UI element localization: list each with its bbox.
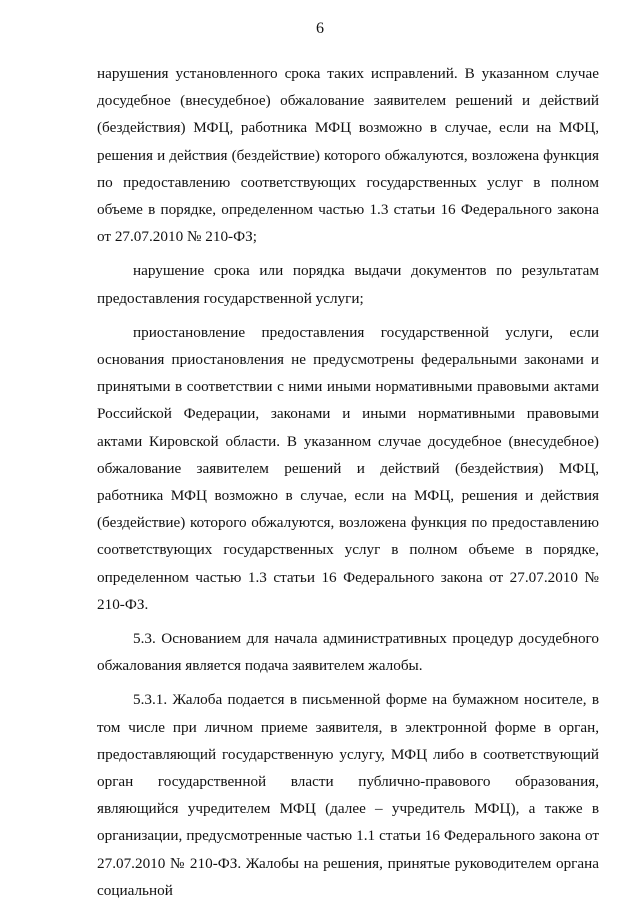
- paragraph-5-3: 5.3. Основанием для начала административных процедур досудебного обжалования является подача заявителем жалобы.: [97, 630, 599, 675]
- paragraph-5-3-1: 5.3.1. Жалоба подается в письменной форме на бумажном носителе, в том числе при личном приеме заявителя, в электронной форме в орган, предоставляющий государственную услугу, МФЦ либо в соответствующий орган государственной власти публично-правового образования, являющийся учредителем МФЦ (далее – учредитель МФЦ), а также в организации, предусмотренные частью 1.1 статьи 16 Федерального закона от 27.07.2010 № 210-ФЗ. Жалобы на решения, принятые руководителем органа социальной: [97, 691, 599, 899]
- paragraph-deadline-violation: нарушение срока или порядка выдачи документов по результатам предоставления государственной услуги;: [97, 262, 599, 307]
- paragraph-continuation: нарушения установленного срока таких исправлений. В указанном случае досудебное (внесудебное) обжалование заявителем решений и действий (бездействия) МФЦ, работника МФЦ возможно в случае, если на МФЦ, решения и действия (бездействие) которого обжалуются, возложена функция по предоставлению соответствующих государственных услуг в полном объеме в порядке, определенном частью 1.3 статьи 16 Федерального закона от 27.07.2010 № 210-ФЗ;: [97, 65, 599, 246]
- page-number: 6: [316, 20, 324, 37]
- document-body: [97, 60, 599, 904]
- paragraph-suspension: приостановление предоставления государственной услуги, если основания приостановления не предусмотрены федеральными законами и принятыми в соответствии с ними иными нормативными правовыми актами Российской Федерации, законами и иными нормативными правовыми актами Кировской области. В указанном случае досудебное (внесудебное) обжалование заявителем решений и действий (бездействия) МФЦ, работника МФЦ возможно в случае, если на МФЦ, решения и действия (бездействие) которого обжалуются, возложена функция по предоставлению соответствующих государственных услуг в полном объеме в порядке, определенном частью 1.3 статьи 16 Федерального закона от 27.07.2010 № 210-ФЗ.: [97, 323, 599, 613]
